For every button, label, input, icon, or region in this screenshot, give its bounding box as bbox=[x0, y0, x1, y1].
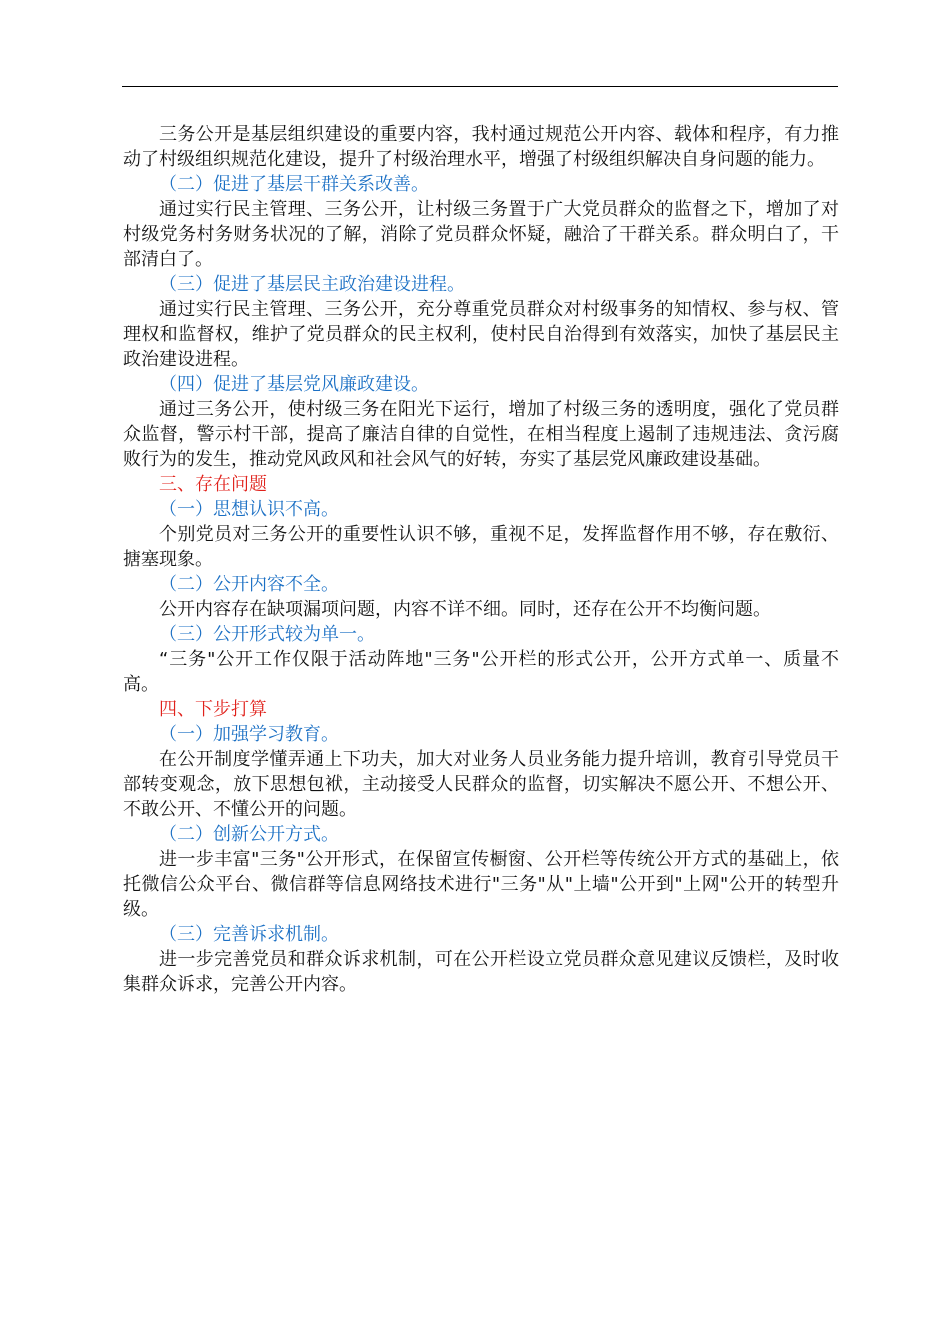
body-paragraph: 通过实行民主管理、三务公开，让村级三务置于广大党员群众的监督之下，增加了对村级党务村务财务状况的了解，消除了党员群众怀疑，融洽了干群关系。群众明白了，干部清白了。 bbox=[123, 199, 839, 270]
subheading-plan-1: （一）加强学习教育。 bbox=[159, 724, 339, 745]
subheading-2: （二）促进了基层干群关系改善。 bbox=[159, 174, 429, 195]
section-heading-next-steps: 四、下步打算 bbox=[159, 699, 267, 720]
body-paragraph: 进一步完善党员和群众诉求机制，可在公开栏设立党员群众意见建议反馈栏，及时收集群众诉求，完善公开内容。 bbox=[123, 949, 839, 995]
subheading-problem-3: （三）公开形式较为单一。 bbox=[159, 624, 375, 645]
subheading-problem-2: （二）公开内容不全。 bbox=[159, 574, 339, 595]
subheading-3: （三）促进了基层民主政治建设进程。 bbox=[159, 274, 465, 295]
body-paragraph: 三务公开是基层组织建设的重要内容，我村通过规范公开内容、载体和程序，有力推动了村级组织规范化建设，提升了村级治理水平，增强了村级组织解决自身问题的能力。 bbox=[123, 124, 839, 170]
body-paragraph: 通过实行民主管理、三务公开，充分尊重党员群众对村级事务的知情权、参与权、管理权和监督权，维护了党员群众的民主权利，使村民自治得到有效落实，加快了基层民主政治建设进程。 bbox=[123, 299, 839, 370]
body-paragraph: 公开内容存在缺项漏项问题，内容不详不细。同时，还存在公开不均衡问题。 bbox=[159, 599, 771, 620]
body-paragraph: 个别党员对三务公开的重要性认识不够，重视不足，发挥监督作用不够，存在敷衍、搪塞现象。 bbox=[123, 524, 839, 570]
subheading-problem-1: （一）思想认识不高。 bbox=[159, 499, 339, 520]
body-paragraph: 在公开制度学懂弄通上下功夫，加大对业务人员业务能力提升培训，教育引导党员干部转变观念，放下思想包袱，主动接受人民群众的监督，切实解决不愿公开、不想公开、不敢公开、不懂公开的问题。 bbox=[123, 749, 839, 820]
document-body bbox=[123, 122, 839, 997]
header-rule bbox=[122, 86, 838, 87]
body-paragraph: “三务"公开工作仅限于活动阵地"三务"公开栏的形式公开，公开方式单一、质量不高。 bbox=[123, 649, 839, 695]
subheading-plan-3: （三）完善诉求机制。 bbox=[159, 924, 339, 945]
subheading-plan-2: （二）创新公开方式。 bbox=[159, 824, 339, 845]
subheading-4: （四）促进了基层党风廉政建设。 bbox=[159, 374, 429, 395]
body-paragraph: 进一步丰富"三务"公开形式，在保留宣传橱窗、公开栏等传统公开方式的基础上，依托微信公众平台、微信群等信息网络技术进行"三务"从"上墙"公开到"上网"公开的转型升级。 bbox=[123, 849, 839, 920]
section-heading-problems: 三、存在问题 bbox=[159, 474, 267, 495]
body-paragraph: 通过三务公开，使村级三务在阳光下运行，增加了村级三务的透明度，强化了党员群众监督，警示村干部，提高了廉洁自律的自觉性，在相当程度上遏制了违规违法、贪污腐败行为的发生，推动党风政风和社会风气的好转，夯实了基层党风廉政建设基础。 bbox=[123, 399, 839, 470]
